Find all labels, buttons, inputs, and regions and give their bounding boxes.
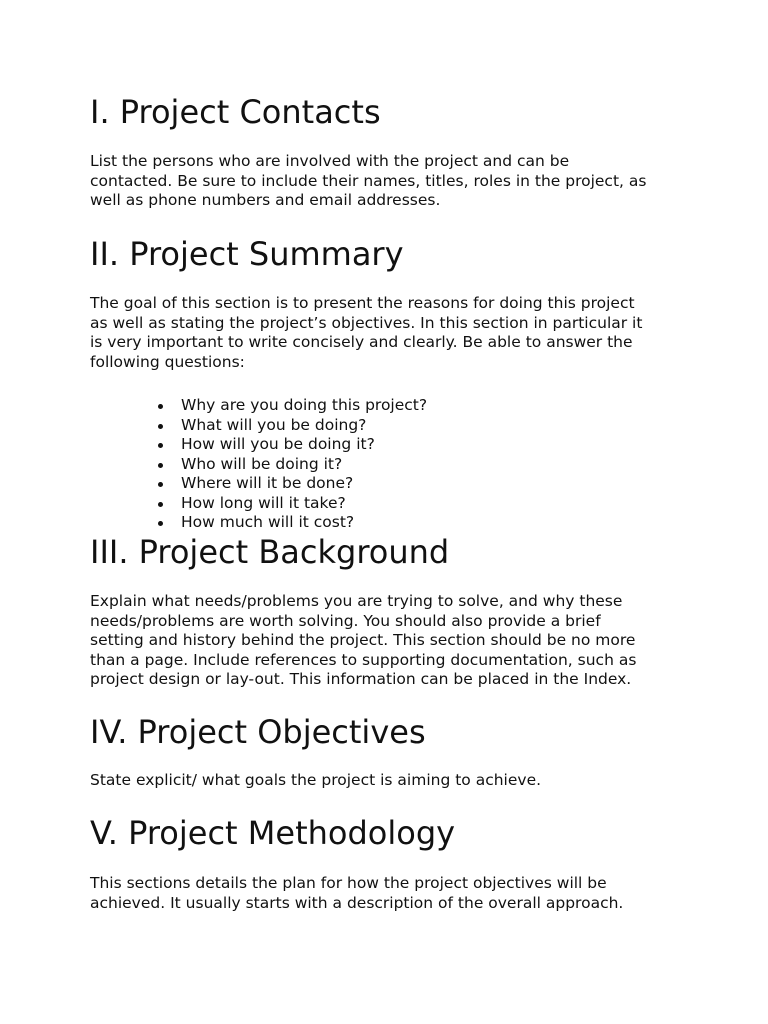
section-body-project-contacts bbox=[90, 152, 690, 211]
section-body-project-summary bbox=[90, 294, 690, 372]
section-heading-project-background: III. Project Background bbox=[90, 533, 450, 571]
text-line: than a page. Include references to supporting documentation, such as bbox=[90, 650, 637, 669]
section-heading-project-objectives: IV. Project Objectives bbox=[90, 713, 426, 751]
text-line: Explain what needs/problems you are trying to solve, and why these bbox=[90, 592, 623, 610]
section-heading-project-contacts: I. Project Contacts bbox=[90, 93, 381, 131]
text-line: is very important to write concisely and clearly. Be able to answer the bbox=[90, 333, 633, 352]
section-heading-project-methodology: V. Project Methodology bbox=[90, 814, 456, 852]
bullet-item: How long will it take? bbox=[181, 494, 427, 514]
section-heading-project-summary: II. Project Summary bbox=[90, 235, 404, 273]
text-line: following questions: bbox=[90, 352, 245, 371]
text-line: State explicit/ what goals the project is aiming to achieve. bbox=[90, 771, 542, 789]
text-line: This sections details the plan for how the project objectives will be bbox=[90, 874, 607, 892]
bullet-item: How much will it cost? bbox=[181, 513, 427, 533]
section-body-project-methodology bbox=[90, 874, 690, 913]
text-line: The goal of this section is to present the reasons for doing this project bbox=[90, 294, 635, 312]
bullet-item: Who will be doing it? bbox=[181, 455, 427, 475]
bullet-item: Why are you doing this project? bbox=[181, 396, 428, 414]
section-body-project-background bbox=[90, 592, 690, 690]
bullet-item: How will you be doing it? bbox=[181, 435, 427, 455]
bullet-item: What will you be doing? bbox=[181, 416, 427, 436]
text-line: needs/problems are worth solving. You should also provide a brief bbox=[90, 611, 601, 630]
bullet-item: Where will it be done? bbox=[181, 474, 427, 494]
text-line: project design or lay-out. This information can be placed in the Index. bbox=[90, 670, 632, 689]
text-line: contacted. Be sure to include their names, titles, roles in the project, as bbox=[90, 171, 647, 190]
questions-bullet-list bbox=[181, 396, 427, 533]
section-body-project-objectives bbox=[90, 771, 690, 791]
text-line: well as phone numbers and email addresses. bbox=[90, 191, 441, 210]
text-line: achieved. It usually starts with a description of the overall approach. bbox=[90, 893, 624, 912]
text-line: List the persons who are involved with the project and can be bbox=[90, 152, 570, 170]
text-line: setting and history behind the project. This section should be no more bbox=[90, 631, 636, 650]
text-line: as well as stating the project’s objectives. In this section in particular it bbox=[90, 313, 643, 332]
